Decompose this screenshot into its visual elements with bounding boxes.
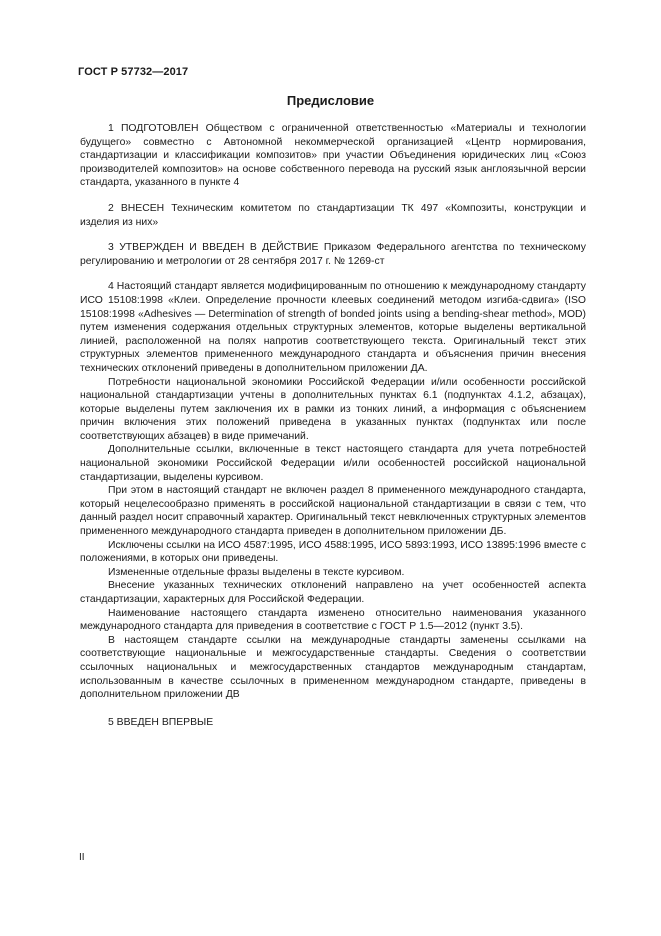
paragraph-introduced: 2 ВНЕСЕН Техническим комитетом по стандартизации ТК 497 «Композиты, конструкции и изделия из них» [80,202,586,228]
paragraph-first-introduced: 5 ВВЕДЕН ВПЕРВЫЕ [108,716,214,728]
paragraph-modified: 4 Настоящий стандарт является модифицированным по отношению к международному стандарту ИСО 15108:1998 «Клеи. Определение прочности клеевых соединений методом изгиба-сдвига» (ISO 15108:1998 «Adhesives — Determination of strength of bonded joints using a bending-shear method», MOD) путем изменения содержания отдельных структурных элементов, которые выделены вертикальной линией, расположенной на полях напротив соответствующего текста. Оригинальный текст этих структурных элементов примененного международного стандарта и объяснения причин внесения технических отклонений приведены в дополнительном приложении ДА. [80,281,586,374]
standard-number-header: ГОСТ Р 57732—2017 [78,66,189,78]
paragraph-excluded-section: При этом в настоящий стандарт не включен раздел 8 примененного международного стандарта, который нецелесообразно применять в российской национальной стандартизации в связи с тем, что данный раздел носит справочный характер. Оригинальный текст невключенных структурных элементов примененного международного стандарта приведен в дополнительном приложении ДБ. [80,485,586,538]
paragraph-national-needs: Потребности национальной экономики Российской Федерации и/или особенности российской национальной стандартизации учтены в дополнительных пунктах 6.1 (подпунктах 4.1.2, абзацах), которые выделены путем заключения их в рамки из тонких линий, а информация с объяснением причин включения этих положений приведена в указанных пунктах (подпунктах или после соответствующих абзацев) в виде примечаний. [80,376,586,442]
paragraph-name-change: Наименование настоящего стандарта изменено относительно наименования указанного международного стандарта для приведения в соответствие с ГОСТ Р 1.5—2012 (пункт 3.5). [80,607,586,633]
paragraph-prepared: 1 ПОДГОТОВЛЕН Обществом с ограниченной ответственностью «Материалы и технологии будущего» совместно с Автономной некоммерческой организацией «Центр нормирования, стандартизации и классификации композитов» при участии Объединения юридических лиц «Союз производителей композитов» на основе собственного перевода на русский язык англоязычной версии стандарта, указанного в пункте 4 [80,123,586,189]
page-title: Предисловие [286,93,375,108]
paragraph-additional-refs: Дополнительные ссылки, включенные в текст настоящего стандарта для учета потребностей национальной экономики Российской Федерации и/или особенностей российской национальной стандартизации, выделены курсивом. [80,444,586,483]
foreword-body [80,122,586,729]
paragraph-approved: 3 УТВЕРЖДЕН И ВВЕДЕН В ДЕЙСТВИЕ Приказом Федерального агентства по техническому регулированию и метрологии от 28 сентября 2017 г. № 1269-ст [80,242,586,267]
paragraph-excluded-refs: Исключены ссылки на ИСО 4587:1995, ИСО 4588:1995, ИСО 5893:1993, ИСО 13895:1996 вместе с положениями, в которых они приведены. [80,539,586,565]
paragraph-references: В настоящем стандарте ссылки на международные стандарты заменены ссылками на соответствующие национальные и межгосударственные стандарты. Сведения о соответствии ссылочных национальных и межгосударственных стандартов международным стандартам, использованным в качестве ссылочных в примененном международном стандарте, приведены в дополнительном приложении ДВ [80,634,586,701]
paragraph-deviations: Внесение указанных технических отклонений направлено на учет особенностей аспекта стандартизации, характерных для Российской Федерации. [80,580,586,605]
paragraph-changed-phrases: Измененные отдельные фразы выделены в тексте курсивом. [108,566,405,578]
page-number: II [79,852,85,863]
